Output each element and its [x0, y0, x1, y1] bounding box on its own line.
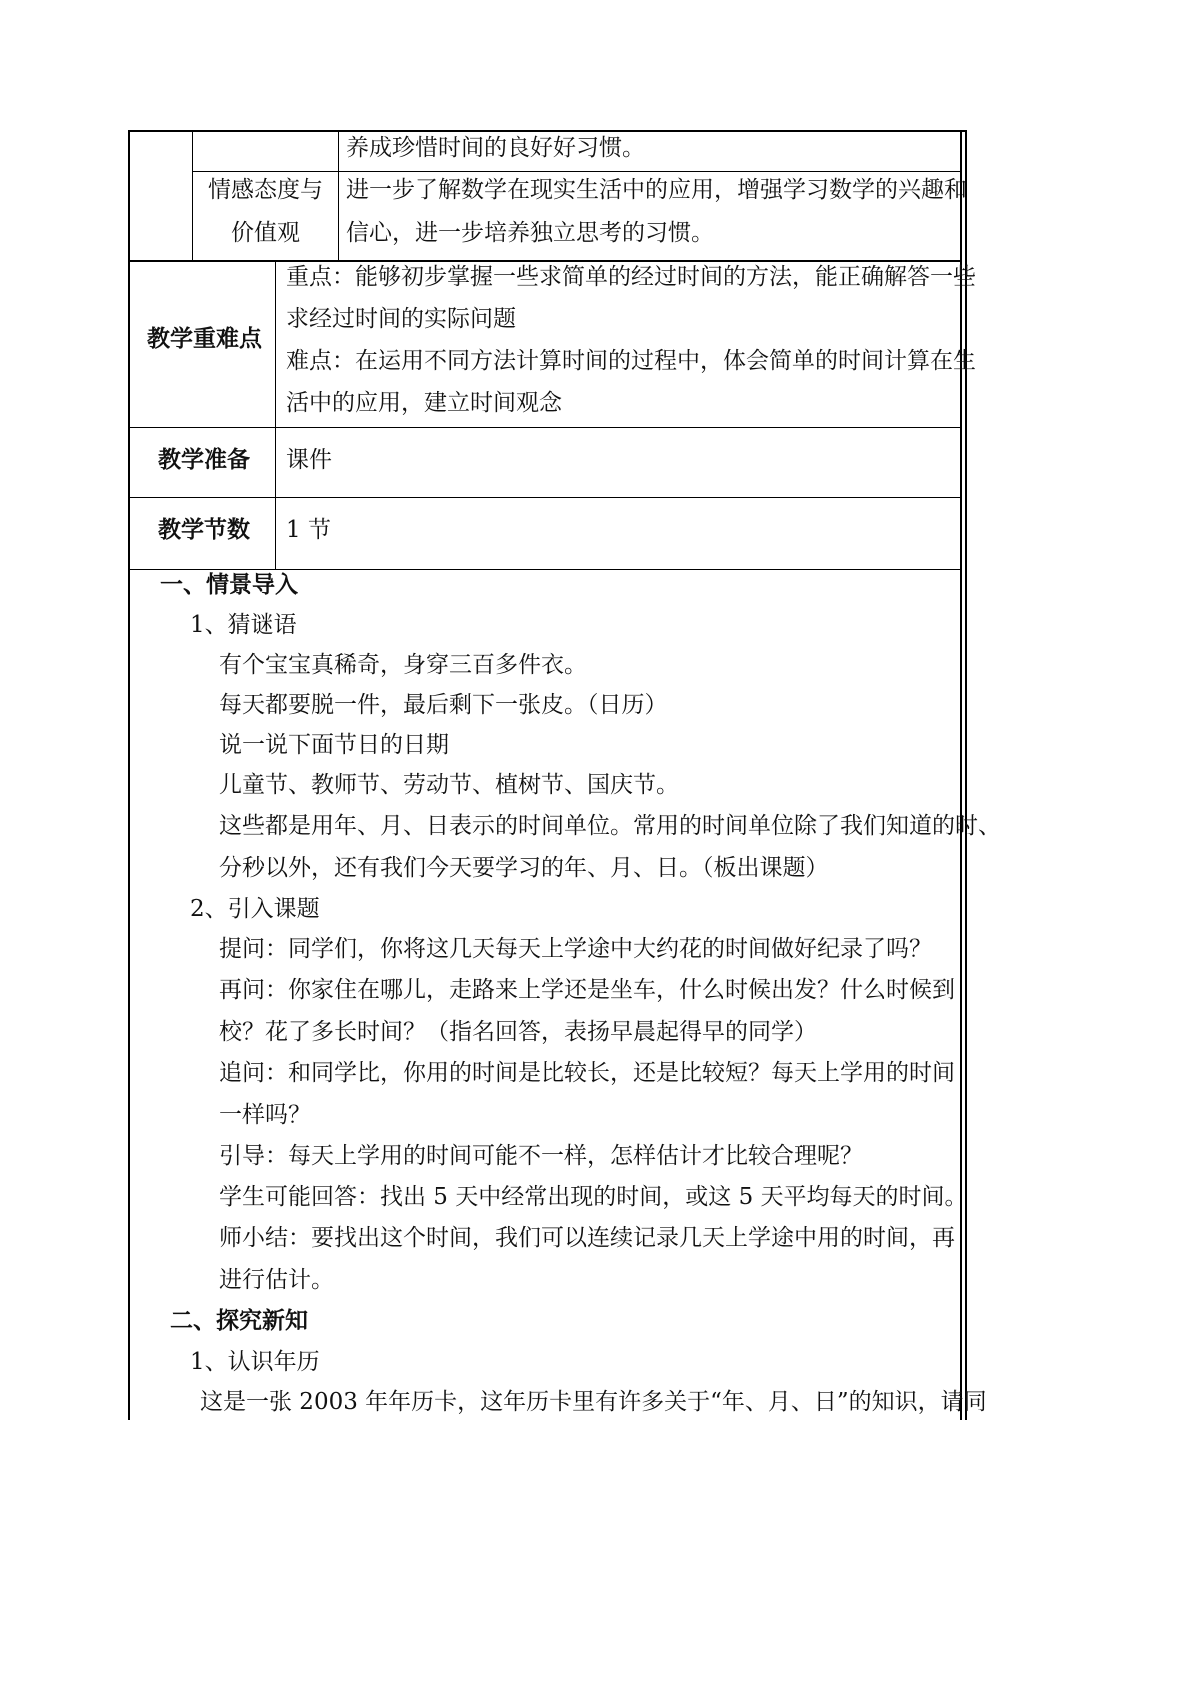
- section2-sub1: 1、认识年历: [190, 1349, 320, 1375]
- table-right-border: [960, 130, 962, 1420]
- section1-p3a: 这些都是用年、月、日表示的时间单位。常用的时间单位除了我们知道的时、: [219, 813, 1001, 839]
- periods-value: 1 节: [286, 517, 331, 543]
- section2-p1: 这是一张 2003 年年历卡，这年历卡里有许多关于“年、月、日”的知识，请同: [200, 1389, 987, 1415]
- question-1: 提问：同学们，你将这几天每天上学途中大约花的时间做好纪录了吗？: [219, 936, 932, 962]
- col-divider-1: [192, 130, 193, 260]
- key-points-line2: 求经过时间的实际问题: [286, 306, 516, 332]
- col-divider-3: [275, 260, 276, 569]
- riddle-line1: 有个宝宝真稀奇，身穿三百多件衣。: [219, 652, 587, 678]
- objective-top-text: 养成珍惜时间的良好好习惯。: [346, 135, 645, 161]
- row-divider-c: [128, 427, 962, 428]
- question-6a: 师小结：要找出这个时间，我们可以连续记录几天上学途中用的时间，再: [219, 1225, 955, 1251]
- section1-sub2: 2、引入课题: [190, 896, 320, 922]
- section1-p3b: 分秒以外，还有我们今天要学习的年、月、日。（板出课题）: [219, 855, 829, 881]
- preparation-label: 教学准备: [158, 446, 250, 473]
- question-3b: 一样吗？: [219, 1102, 311, 1128]
- riddle-line2: 每天都要脱一件，最后剩下一张皮。（日历）: [219, 692, 668, 718]
- section1-p2: 儿童节、教师节、劳动节、植树节、国庆节。: [219, 772, 679, 798]
- key-points-line4: 活中的应用，建立时间观念: [286, 390, 562, 416]
- col-divider-2: [338, 130, 339, 260]
- section2-heading: 二、探究新知: [170, 1307, 308, 1334]
- row-divider-a: [192, 171, 962, 172]
- key-points-line3: 难点：在运用不同方法计算时间的过程中，体会简单的时间计算在生: [286, 348, 976, 374]
- emotion-content-line1: 进一步了解数学在现实生活中的应用，增强学习数学的兴趣和: [346, 177, 967, 203]
- table-top-border: [128, 130, 967, 132]
- table-left-border: [128, 130, 130, 1420]
- table-right-border-double: [965, 130, 967, 1420]
- emotion-label-line2: 价值观: [231, 220, 300, 246]
- question-2a: 再问：你家住在哪儿，走路来上学还是坐车，什么时候出发？什么时候到: [219, 977, 955, 1003]
- question-3a: 追问：和同学比，你用的时间是比较长，还是比较短？每天上学用的时间: [219, 1060, 955, 1086]
- key-points-line1: 重点：能够初步掌握一些求简单的经过时间的方法，能正确解答一些: [286, 264, 976, 290]
- question-4: 引导：每天上学用的时间可能不一样，怎样估计才比较合理呢？: [219, 1143, 863, 1169]
- row-divider-d: [128, 497, 962, 498]
- emotion-content-line2: 信心，进一步培养独立思考的习惯。: [346, 220, 714, 246]
- section1-p1: 说一说下面节日的日期: [219, 732, 449, 758]
- key-points-label: 教学重难点: [147, 325, 262, 352]
- question-6b: 进行估计。: [219, 1267, 334, 1293]
- periods-label: 教学节数: [158, 516, 250, 543]
- emotion-label-line1: 情感态度与: [208, 177, 323, 203]
- section1-sub1: 1、猜谜语: [190, 612, 297, 638]
- question-2b: 校？花了多长时间？（指名回答，表扬早晨起得早的同学）: [219, 1019, 817, 1045]
- section1-heading: 一、情景导入: [160, 571, 298, 598]
- preparation-value: 课件: [286, 447, 332, 473]
- question-5: 学生可能回答：找出 5 天中经常出现的时间，或这 5 天平均每天的时间。: [219, 1184, 968, 1210]
